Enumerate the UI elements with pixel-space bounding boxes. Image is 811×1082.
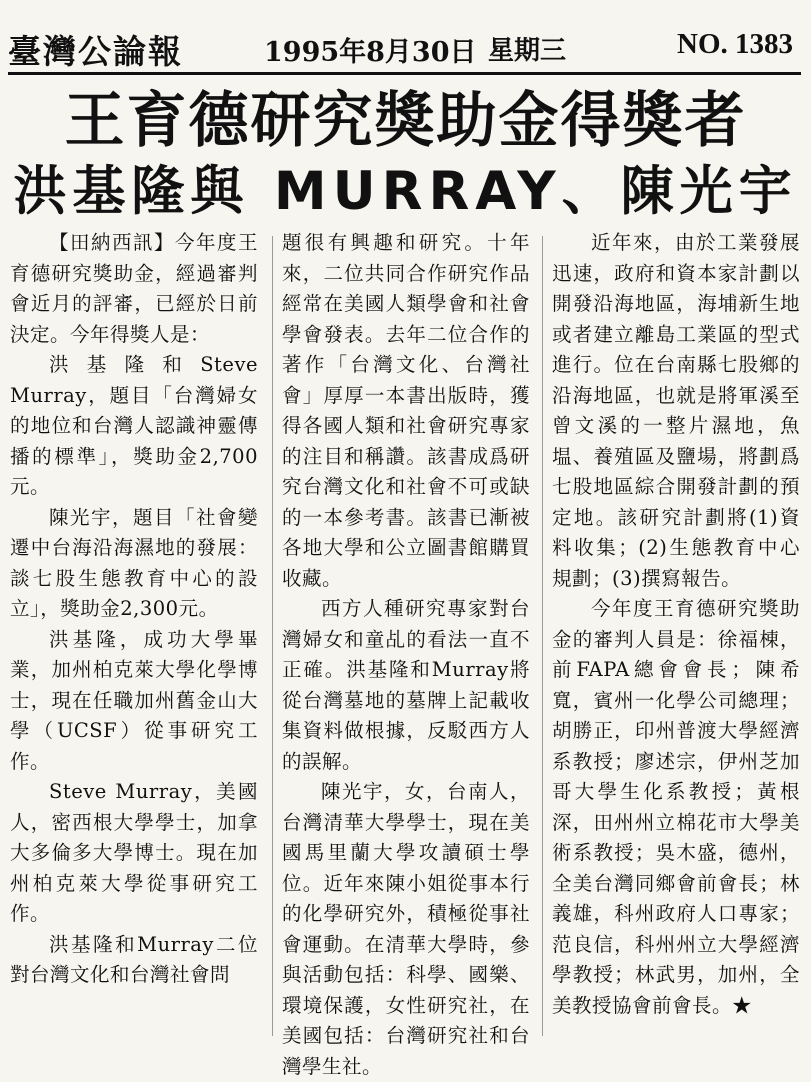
column-divider <box>272 236 273 1036</box>
issue-weekday: 星期三 <box>488 36 567 66</box>
headline-main: 王育德研究獎助金得獎者 <box>64 86 747 156</box>
paragraph: 今年度王育德研究獎助金的審判人員是：徐福棟，前FAPA總會會長；陳希寬，賓州一化學公司總理；胡勝正，印州普渡大學經濟系教授；廖述宗，伊州芝加哥大學生化系教授；黃根深，田州州立棉花市大學美術系教授；吳木盛，德州，全美台灣同鄉會前會長；林義雄，科州政府人口專家；范良信，科州州立大學經濟學教授；林武男，加州，全美教授協會前會長。★ <box>552 597 800 1017</box>
paragraph: 近年來，由於工業發展迅速，政府和資本家計劃以開發沿海地區，海埔新生地或者建立離島工業區的型式進行。位在台南縣七股鄉的沿海地區，也就是將軍溪至曾文溪的一整片濕地，魚塭、養殖區及鹽場，將劃爲七股地區綜合開發計劃的預定地。該研究計劃將(1)資料收集；(2)生態教育中心規劃；(3)撰寫報告。 <box>552 231 800 590</box>
article-body <box>10 228 805 1078</box>
column-divider <box>542 236 543 1036</box>
paragraph: 洪基隆和Murray二位對台灣文化和台灣社會問 <box>10 932 258 986</box>
headline-sub: 洪基隆與 MURRAY、陳光宇 <box>13 161 798 222</box>
paper-name: 臺灣公論報 <box>8 32 183 71</box>
article-column-1 <box>10 228 258 991</box>
paragraph: 洪基隆和Steve Murray，題目「台灣婦女的地位和台灣人認識神靈傳播的標準」，獎助金2,700元。 <box>10 353 258 498</box>
masthead <box>8 22 801 75</box>
issue-date: 1995年8月30日 <box>264 37 477 68</box>
issue-number: NO. 1383 <box>677 28 793 60</box>
paragraph: 陳光宇，題目「社會變遷中台海沿海濕地的發展：談七股生態教育中心的設立」，獎助金2,300元。 <box>10 505 258 620</box>
article-column-2 <box>282 228 530 1082</box>
paragraph: 【田納西訊】今年度王育德研究獎助金，經過審判會近月的評審，已經於日前決定。今年得獎人是： <box>10 231 258 346</box>
paragraph: 陳光宇，女，台南人，台灣清華大學學士，現在美國馬里蘭大學攻讀碩士學位。近年來陳小姐從事本行的化學研究外，積極從事社會運動。在清華大學時，參與活動包括：科學、國樂、環境保護，女性研究社，在美國包括：台灣研究社和台灣學生社。 <box>282 780 530 1078</box>
paragraph: Steve Murray，美國人，密西根大學學士，加拿大多倫多大學博士。現在加州柏克萊大學從事研究工作。 <box>10 780 258 925</box>
paragraph: 西方人種研究專家對台灣婦女和童乩的看法一直不正確。洪基隆和Murray將從台灣墓地的墓牌上記載收集資料做根據，反駁西方人的誤解。 <box>282 597 530 773</box>
paragraph: 題很有興趣和研究。十年來，二位共同合作研究作品經常在美國人類學會和社會學會發表。去年二位合作的著作「台灣文化、台灣社會」厚厚一本書出版時，獲得各國人類和社會研究專家的注目和稱讚。該書成爲研究台灣文化和社會不可或缺的一本參考書。該書已漸被各地大學和公立圖書館購買收藏。 <box>282 231 530 590</box>
article-column-3 <box>552 228 800 1021</box>
paragraph: 洪基隆，成功大學畢業，加州柏克萊大學化學博士，現在任職加州舊金山大學（UCSF）從事研究工作。 <box>10 627 258 773</box>
